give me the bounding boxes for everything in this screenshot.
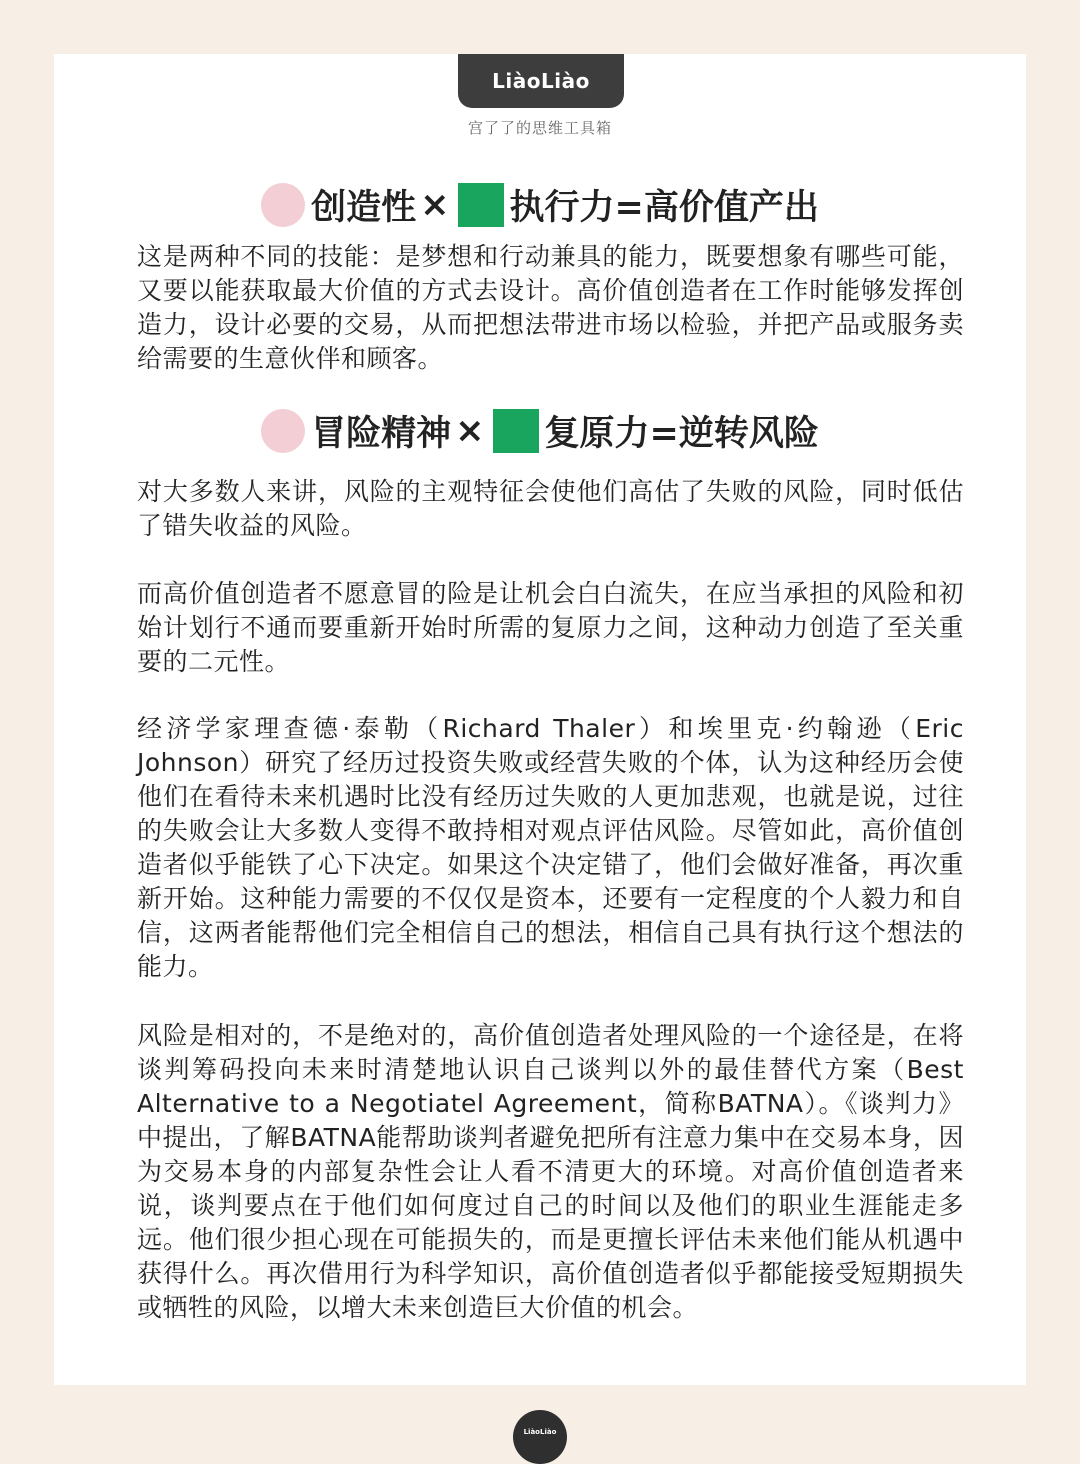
section1-title-b: 执行力=高价值产出	[509, 188, 819, 228]
section2-heading	[0, 406, 1080, 456]
section2-paragraph-4: 风险是相对的，不是绝对的，高价值创造者处理风险的一个途径是，在将谈判筹码投向未来时清楚地认识自己谈判以外的最佳替代方案（Best Alternative to a Negotiatel Agreement，简称BATNA）。《谈判力》中提出，了解BATNA能帮助谈判者避免把所有注意力集中在交易本身，因为交易本身的内部复杂性会让人看不清更大的环境。对高价值创造者来说，谈判要点在于他们如何度过自己的时间以及他们的职业生涯能走多远。他们很少担心现在可能损失的，而是更擅长评估未来他们能从机遇中获得什么。再次借用行为科学知识，高价值创造者似乎都能接受短期损失或牺牲的风险，以增大未来创造巨大价值的机会。	[137, 1021, 964, 1322]
section2-title-a: 冒险精神	[311, 414, 452, 454]
green-square-icon	[493, 409, 539, 453]
section1-body: 这是两种不同的技能：是梦想和行动兼具的能力，既要想象有哪些可能，又要以能获取最大价值的方式去设计。高价值创造者在工作时能够发挥创造力，设计必要的交易，从而把想法带进市场以检验，并把产品或服务卖给需要的生意伙伴和顾客。	[137, 242, 964, 373]
section2-paragraph-1: 对大多数人来讲，风险的主观特征会使他们高估了失败的风险，同时低估了错失收益的风险。	[137, 477, 964, 540]
bottom-logo-badge	[513, 1410, 567, 1464]
pink-circle-icon	[261, 409, 305, 453]
badge-text: LiàoLiào	[523, 1428, 557, 1436]
brand-subtitle: 宫了了的思维工具箱	[467, 119, 612, 137]
section2-paragraph-3: 经济学家理查德·泰勒（Richard Thaler）和埃里克·约翰逊（Eric Johnson）研究了经历过投资失败或经营失败的个体，认为这种经历会使他们在看待未来机遇时比没有经历过失败的人更加悲观，也就是说，过往的失败会让大多数人变得不敢持相对观点评估风险。尽管如此，高价值创造者似乎能铁了心下决定。如果这个决定错了，他们会做好准备，再次重新开始。这种能力需要的不仅仅是资本，还要有一定程度的个人毅力和自信，这两者能帮他们完全相信自己的想法，相信自己具有执行这个想法的能力。	[137, 714, 964, 981]
section1-title-a: 创造性	[311, 188, 417, 228]
section2-paragraph-2: 而高价值创造者不愿意冒的险是让机会白白流失，在应当承担的风险和初始计划行不通而要重新开始时所需的复原力之间，这种动力创造了至关重要的二元性。	[137, 579, 964, 676]
brand-logo	[458, 54, 624, 108]
green-square-icon	[458, 183, 504, 227]
times-sign: ×	[420, 185, 450, 225]
section2-title-b: 复原力=逆转风险	[544, 414, 819, 454]
section1-heading	[0, 180, 1080, 230]
pink-circle-icon	[261, 183, 305, 227]
logo-text: LiàoLiào	[492, 69, 590, 93]
times-sign: ×	[455, 411, 485, 451]
